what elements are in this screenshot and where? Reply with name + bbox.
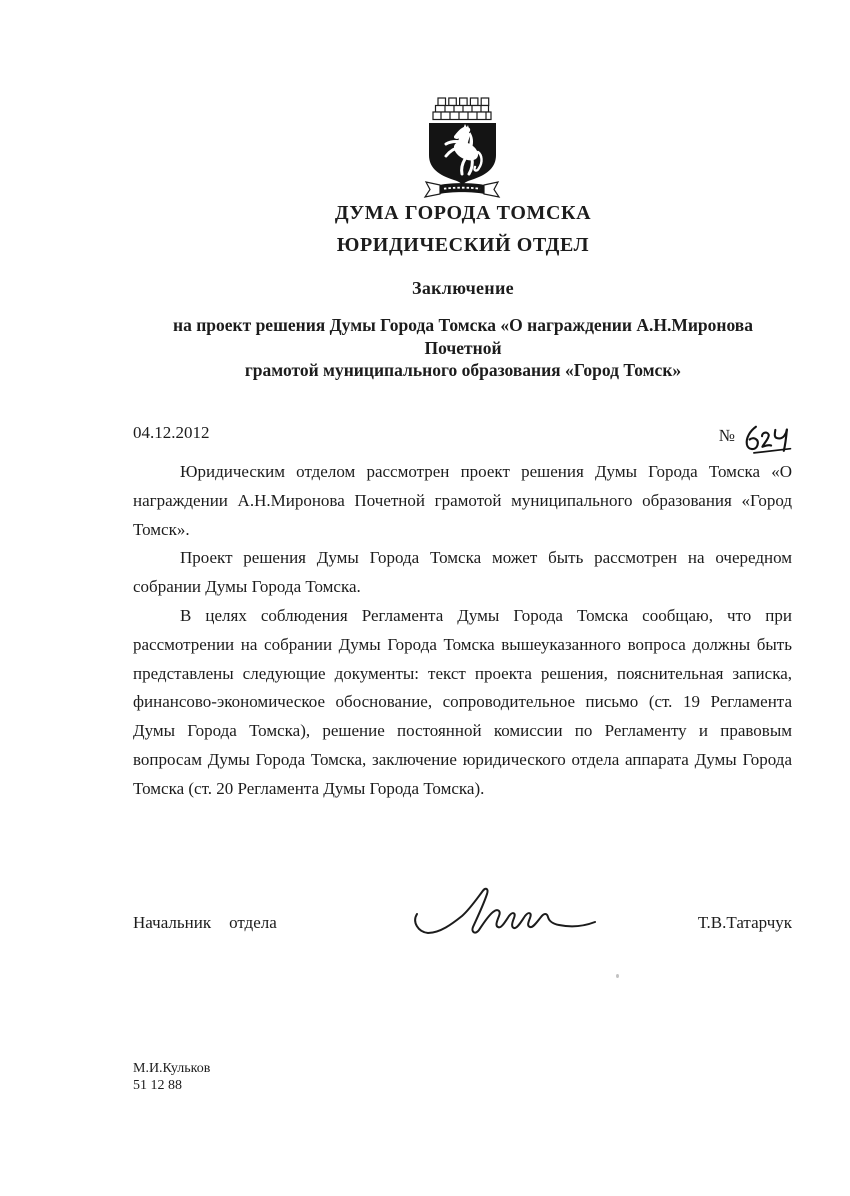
document-footer — [133, 1061, 210, 1094]
body-line: собрании Думы Города Томска. — [133, 577, 361, 597]
mural-crown-icon — [433, 98, 491, 120]
date-number-row — [133, 423, 792, 455]
signer-position — [133, 913, 277, 933]
body-line: Проект решения Думы Города Томска может быть рассмотрен на очередном — [180, 548, 792, 568]
body-line: вопросам Думы Города Томска, заключение юридического отдела аппарата Думы Города — [133, 749, 792, 769]
body-line: награждении А.Н.Миронова Почетной грамотой муниципального образования «Город — [133, 490, 792, 510]
document-date: 04.12.2012 — [133, 423, 210, 442]
signer-position-word1: Начальник — [133, 913, 212, 932]
body-line: представлены следующие документы: текст проекта решения, пояснительная записка, — [133, 663, 792, 683]
body-line: Думы Города Томска), решение постоянной комиссии по Регламенту и правовым — [133, 721, 792, 741]
document-body — [133, 458, 792, 804]
number-sign: № — [718, 426, 735, 445]
ribbon-banner — [425, 182, 499, 197]
subject-line-1: на проект решения Думы Города Томска «О награждении А.Н.Миронова Почетной — [172, 315, 753, 358]
executor-name: М.И.Кульков — [133, 1061, 211, 1076]
body-line: финансово-экономическое обоснование, сопроводительное письмо (ст. 19 Регламента — [133, 692, 792, 712]
signer-name: Т.В.Татарчук — [697, 913, 792, 932]
body-line: рассмотрении на собрании Думы Города Томска вышеуказанного вопроса должны быть — [133, 634, 792, 654]
body-line: Томска (ст. 20 Регламента Думы Города Томска). — [133, 778, 485, 798]
department-name: ЮРИДИЧЕСКИЙ ОТДЕЛ — [336, 234, 590, 256]
tomsk-coat-of-arms-icon — [420, 95, 504, 201]
executor-phone: 51 12 88 — [133, 1077, 182, 1093]
document-number — [719, 423, 792, 455]
document-title: Заключение — [412, 278, 514, 298]
handwritten-number — [738, 421, 792, 455]
body-line: В целях соблюдения Регламента Думы Города Томска сообщаю, что при — [180, 605, 792, 625]
signer-position-word2: отдела — [229, 913, 277, 932]
subject-line-2: грамотой муниципального образования «Город Томск» — [244, 360, 682, 380]
body-line: Юридическим отделом рассмотрен проект решения Думы Города Томска «О — [180, 462, 792, 481]
organization-name: ДУМА ГОРОДА ТОМСКА — [334, 202, 592, 224]
handwritten-signature — [388, 872, 603, 952]
body-line: Томск». — [133, 519, 190, 539]
scan-artifact-dot — [616, 974, 619, 978]
document-subject — [133, 314, 793, 382]
